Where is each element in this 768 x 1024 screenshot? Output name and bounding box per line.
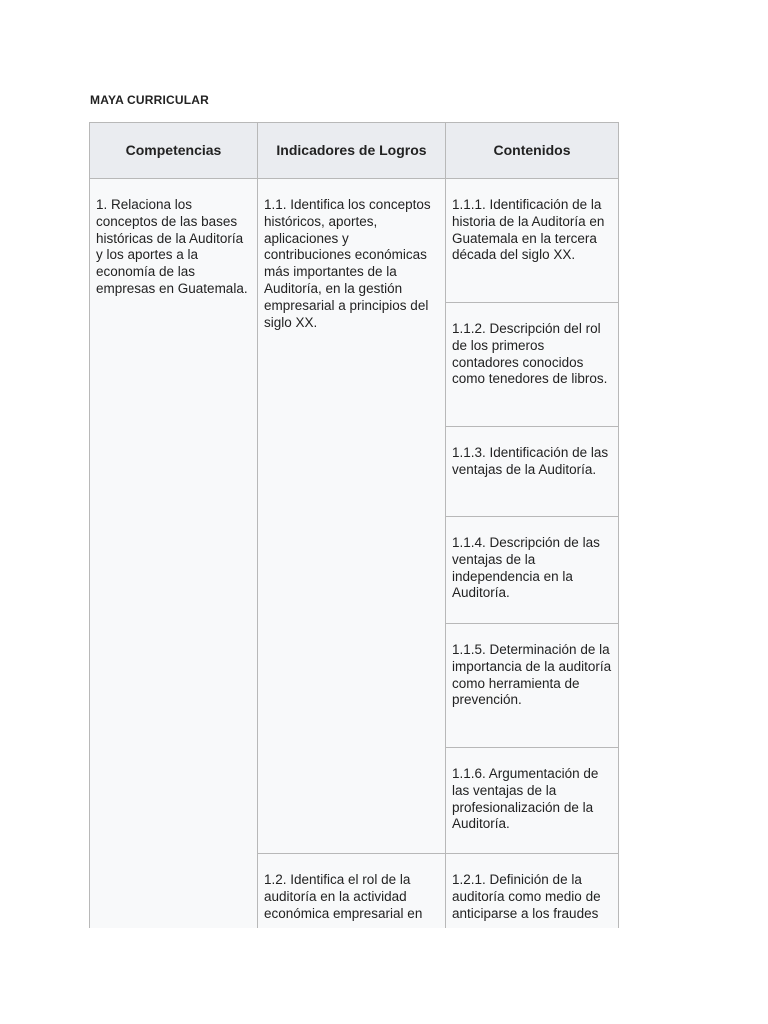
column-header-contenidos: Contenidos — [446, 123, 619, 179]
table-cell-contenido-1-1-1: 1.1.1. Identificación de la historia de la Auditoría en Guatemala en la tercera década del siglo XX. — [446, 179, 619, 303]
column-header-indicadores: Indicadores de Logros — [258, 123, 446, 179]
table-cell-contenido-1-1-2: 1.1.2. Descripción del rol de los primeros contadores conocidos como tenedores de libros. — [446, 303, 619, 427]
table-cell-contenido-1-1-3: 1.1.3. Identificación de las ventajas de la Auditoría. — [446, 427, 619, 517]
table-cell-contenido-1-2-1: 1.2.1. Definición de la auditoría como medio de anticiparse a los fraudes — [446, 854, 619, 928]
table-cell-contenido-1-1-6: 1.1.6. Argumentación de las ventajas de la profesionalización de la Auditoría. — [446, 748, 619, 854]
table-cell-contenido-1-1-4: 1.1.4. Descripción de las ventajas de la independencia en la Auditoría. — [446, 517, 619, 624]
table-cell-indicador-1-2: 1.2. Identifica el rol de la auditoría en la actividad económica empresarial en — [258, 854, 446, 928]
column-header-competencias: Competencias — [90, 123, 258, 179]
table-cell-indicador-1-1: 1.1. Identifica los conceptos históricos, aportes, aplicaciones y contribuciones económicas más importantes de la Auditoría, en la gestión empresarial a principios del siglo XX. — [258, 179, 446, 854]
table-cell-competencia-1: 1. Relaciona los conceptos de las bases históricas de la Auditoría y los aportes a la economía de las empresas en Guatemala. — [90, 179, 258, 928]
table-cell-contenido-1-1-5: 1.1.5. Determinación de la importancia de la auditoría como herramienta de prevención. — [446, 624, 619, 748]
curriculum-table — [89, 122, 619, 928]
page-title: MAYA CURRICULAR — [90, 93, 210, 107]
